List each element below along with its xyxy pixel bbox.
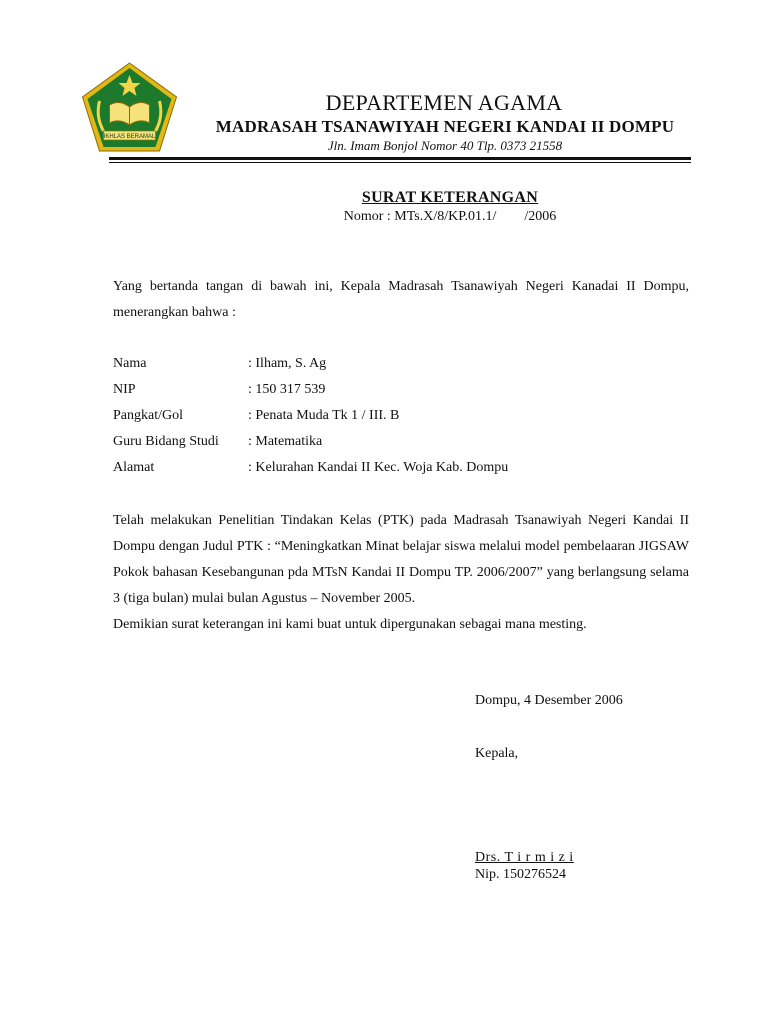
field-label-alamat: Alamat [113,460,155,475]
field-label-bidang-studi: Guru Bidang Studi [113,434,219,449]
header-rule-thin [109,162,691,163]
field-value-nip: : 150 317 539 [248,382,326,397]
letter-title: SURAT KETERANGAN [361,189,539,206]
intro-paragraph: Yang bertanda tangan di bawah ini, Kepala Madrasah Tsanawiyah Negeri Kanadai II Dompu, menerangkan bahwa : [113,279,689,320]
school-address: Jln. Imam Bonjol Nomor 40 Tlp. 0373 21558 [327,138,563,153]
letter-number: Nomor : MTs.X/8/KP.01.1/ /2006 [343,209,557,224]
field-label-nama: Nama [113,356,147,371]
school-name: MADRASAH TSANAWIYAH NEGERI KANDAI II DOMPU [215,117,675,136]
place-date: Dompu, 4 Desember 2006 [475,693,623,708]
field-value-pangkat: : Penata Muda Tk 1 / III. B [248,408,400,423]
body-paragraph [113,508,689,638]
header-rule-thick [109,157,691,160]
field-value-nama: : Ilham, S. Ag [248,356,327,371]
body-text: Telah melakukan Penelitian Tindakan Kelas (PTK) pada Madrasah Tsanawiyah Negeri Kandai II Dompu dengan Judul PTK : “Meningkatkan Minat belajar siswa melalui model pembelaaran JIGSAW Pokok bahasan Kesebangunan pda MTsN Kandai II Dompu TP. 2006/2007” yang berlangsung selama 3 (tiga bulan) mulai bulan Agustus – November 2005. [113,513,689,606]
ministry-logo [79,61,180,153]
field-label-pangkat: Pangkat/Gol [113,408,183,423]
signatory-name: Drs. T i r m i z i [475,850,574,865]
field-value-bidang-studi: : Matematika [248,434,323,449]
signatory-nip: Nip. 150276524 [475,867,566,882]
department-name: DEPARTEMEN AGAMA [325,90,563,115]
closing-text: Demikian surat keterangan ini kami buat untuk dipergunakan sebagai mana mesting. [113,617,587,632]
field-label-nip: NIP [113,382,136,397]
signatory-position: Kepala, [475,746,519,761]
field-value-alamat: : Kelurahan Kandai II Kec. Woja Kab. Dompu [248,460,509,475]
logo-motto: IKHLAS BERAMAL [103,134,156,140]
